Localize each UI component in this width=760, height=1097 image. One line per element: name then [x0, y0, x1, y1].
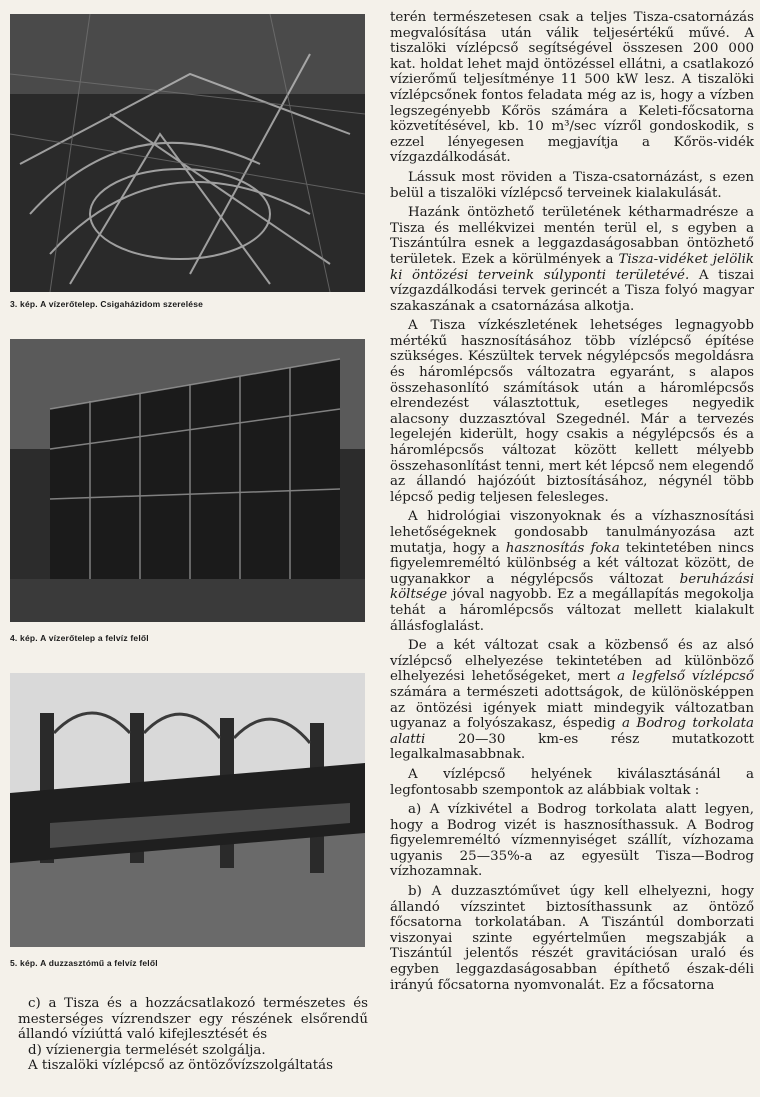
- figure-4-caption: 4. kép. A vízerőtelep a felvíz felől: [10, 633, 149, 643]
- left-column-text: [18, 996, 368, 1074]
- paragraph-1: terén természetesen csak a teljes Tisza-csatornázás megvalósítása után válik teljesértékű művé. A tiszalöki vízlépcső segítségével összesen 200 000 kat. holdat lehet majd öntözéssel ellátni, a csatlakozó vízierőmű teljesítménye 11 500 kW lesz. A tiszalöki vízlépcsőnek fontos feladata még az is, hogy a vízben legszegényebb Kőrös számára a Keleti-főcsatorna közvetítésével, kb. 10 m³/sec vízről gondoskodik, s ezzel lényegesen megjavítja a Kőrös-vidék vízgazdálkodását.: [390, 10, 754, 166]
- paragraph-6: De a két változat csak a közbenső és az alsó vízlépcső elhelyezése tekintetében ad különböző elhelyezési lehetőségeket, mert a legfelső vízlépcső számára a természeti adottságok, de különösképpen az öntözési igények miatt mindegyik változatban ugyanaz a folyószakasz, éspedig a Bodrog torkolata alatti 20—30 km-es rész mutatkozott legalkalmasabbnak.: [390, 638, 754, 763]
- item-b: b) A duzzasztóművet úgy kell elhelyezni, hogy állandó vízszintet biztosíthassunk az öntöző főcsatorna torkolatában. A Tiszántúl domborzati viszonyai szinte egyértelműen megszabják a Tiszántúl jelentős részét gravitációsan uraló és egyben leggazdaságosabban építhető észak-déli irányú főcsatorna nyomvonalát. Ez a főcsatorna: [390, 884, 754, 993]
- item-d: d) vízienergia termelését szolgálja.: [28, 1042, 266, 1058]
- item-a: a) A vízkivétel a Bodrog torkolata alatt legyen, hogy a Bodrog vizét is hasznosíthassuk. A Bodrog figyelemreméltó vízmennyiséget szállít, vízhozama ugyanis 25—35%-a az egyesült Tisza—Bodrog vízhozamnak.: [390, 802, 754, 880]
- paragraph-7: A vízlépcső helyének kiválasztásánál a legfontosabb szempontok az alábbiak voltak :: [390, 766, 754, 798]
- figure-3-caption: 3. kép. A vízerőtelep. Csigaházidom szerelése: [10, 299, 204, 309]
- paragraph-2: Lássuk most röviden a Tisza-csatornázást, s ezen belül a tiszalöki vízlépcső terveinek kialakulását.: [390, 169, 754, 201]
- paragraph-3: Hazánk öntözhető területének kétharmadrésze a Tisza és mellékvizei mentén terül el, s egyben a Tiszántúlra esnek a leggazdaságosabban öntözhető területek. Ezek a körülmények a Tisza-vidéket jelölik ki öntözési terveink súlyponti területévé. A tiszai vízgazdálkodási tervek gerincét a Tisza folyó magyar szakaszának a csatornázása alkotja.: [390, 205, 754, 314]
- figure-4-photo: [10, 339, 365, 622]
- paragraph-4: A Tisza vízkészletének lehetséges legnagyobb mértékű hasznosításához több vízlépcső építése szükséges. Készültek tervek négylépcsős megoldásra és háromlépcsős változatra egyaránt, s alapos összehasonlító számítások után a háromlépcsős elrendezést választottuk, esetleges negyedik alacsony duzzasztóval Szegednél. Már a tervezés legelején kiderült, hogy csakis a négylépcsős és a háromlépcsős változat között kellett mélyebb összehasonlítást tenni, mert két lépcső nem elegendő az állandó hajózóút biztosításához, négynél több lépcső pedig teljesen felesleges.: [390, 318, 754, 505]
- figure-3-photo: [10, 14, 365, 292]
- figure-5-photo: [10, 673, 365, 947]
- right-column-text: [390, 10, 754, 997]
- figure-5-caption: 5. kép. A duzzasztómű a felvíz felől: [10, 958, 158, 968]
- paragraph-5: A hidrológiai viszonyoknak és a vízhasznosítási lehetőségeknek gondosabb tanulmányozása azt mutatja, hogy a hasznosítás foka tekintetében nincs figyelemreméltó különbség a két változat között, de ugyanakkor a négylépcsős változat beruházási költsége jóval nagyobb. Ez a megállapítás megokolja tehát a háromlépcsős változat mellett kialakult állásfoglalást.: [390, 509, 754, 634]
- item-c: c) a Tisza és a hozzácsatlakozó természetes és mesterséges vízrendszer egy részének elsőrendű állandó víziúttá való kifejlesztését és: [18, 996, 368, 1043]
- left-last-line: A tiszalöki vízlépcső az öntözővízszolgáltatás: [28, 1058, 334, 1074]
